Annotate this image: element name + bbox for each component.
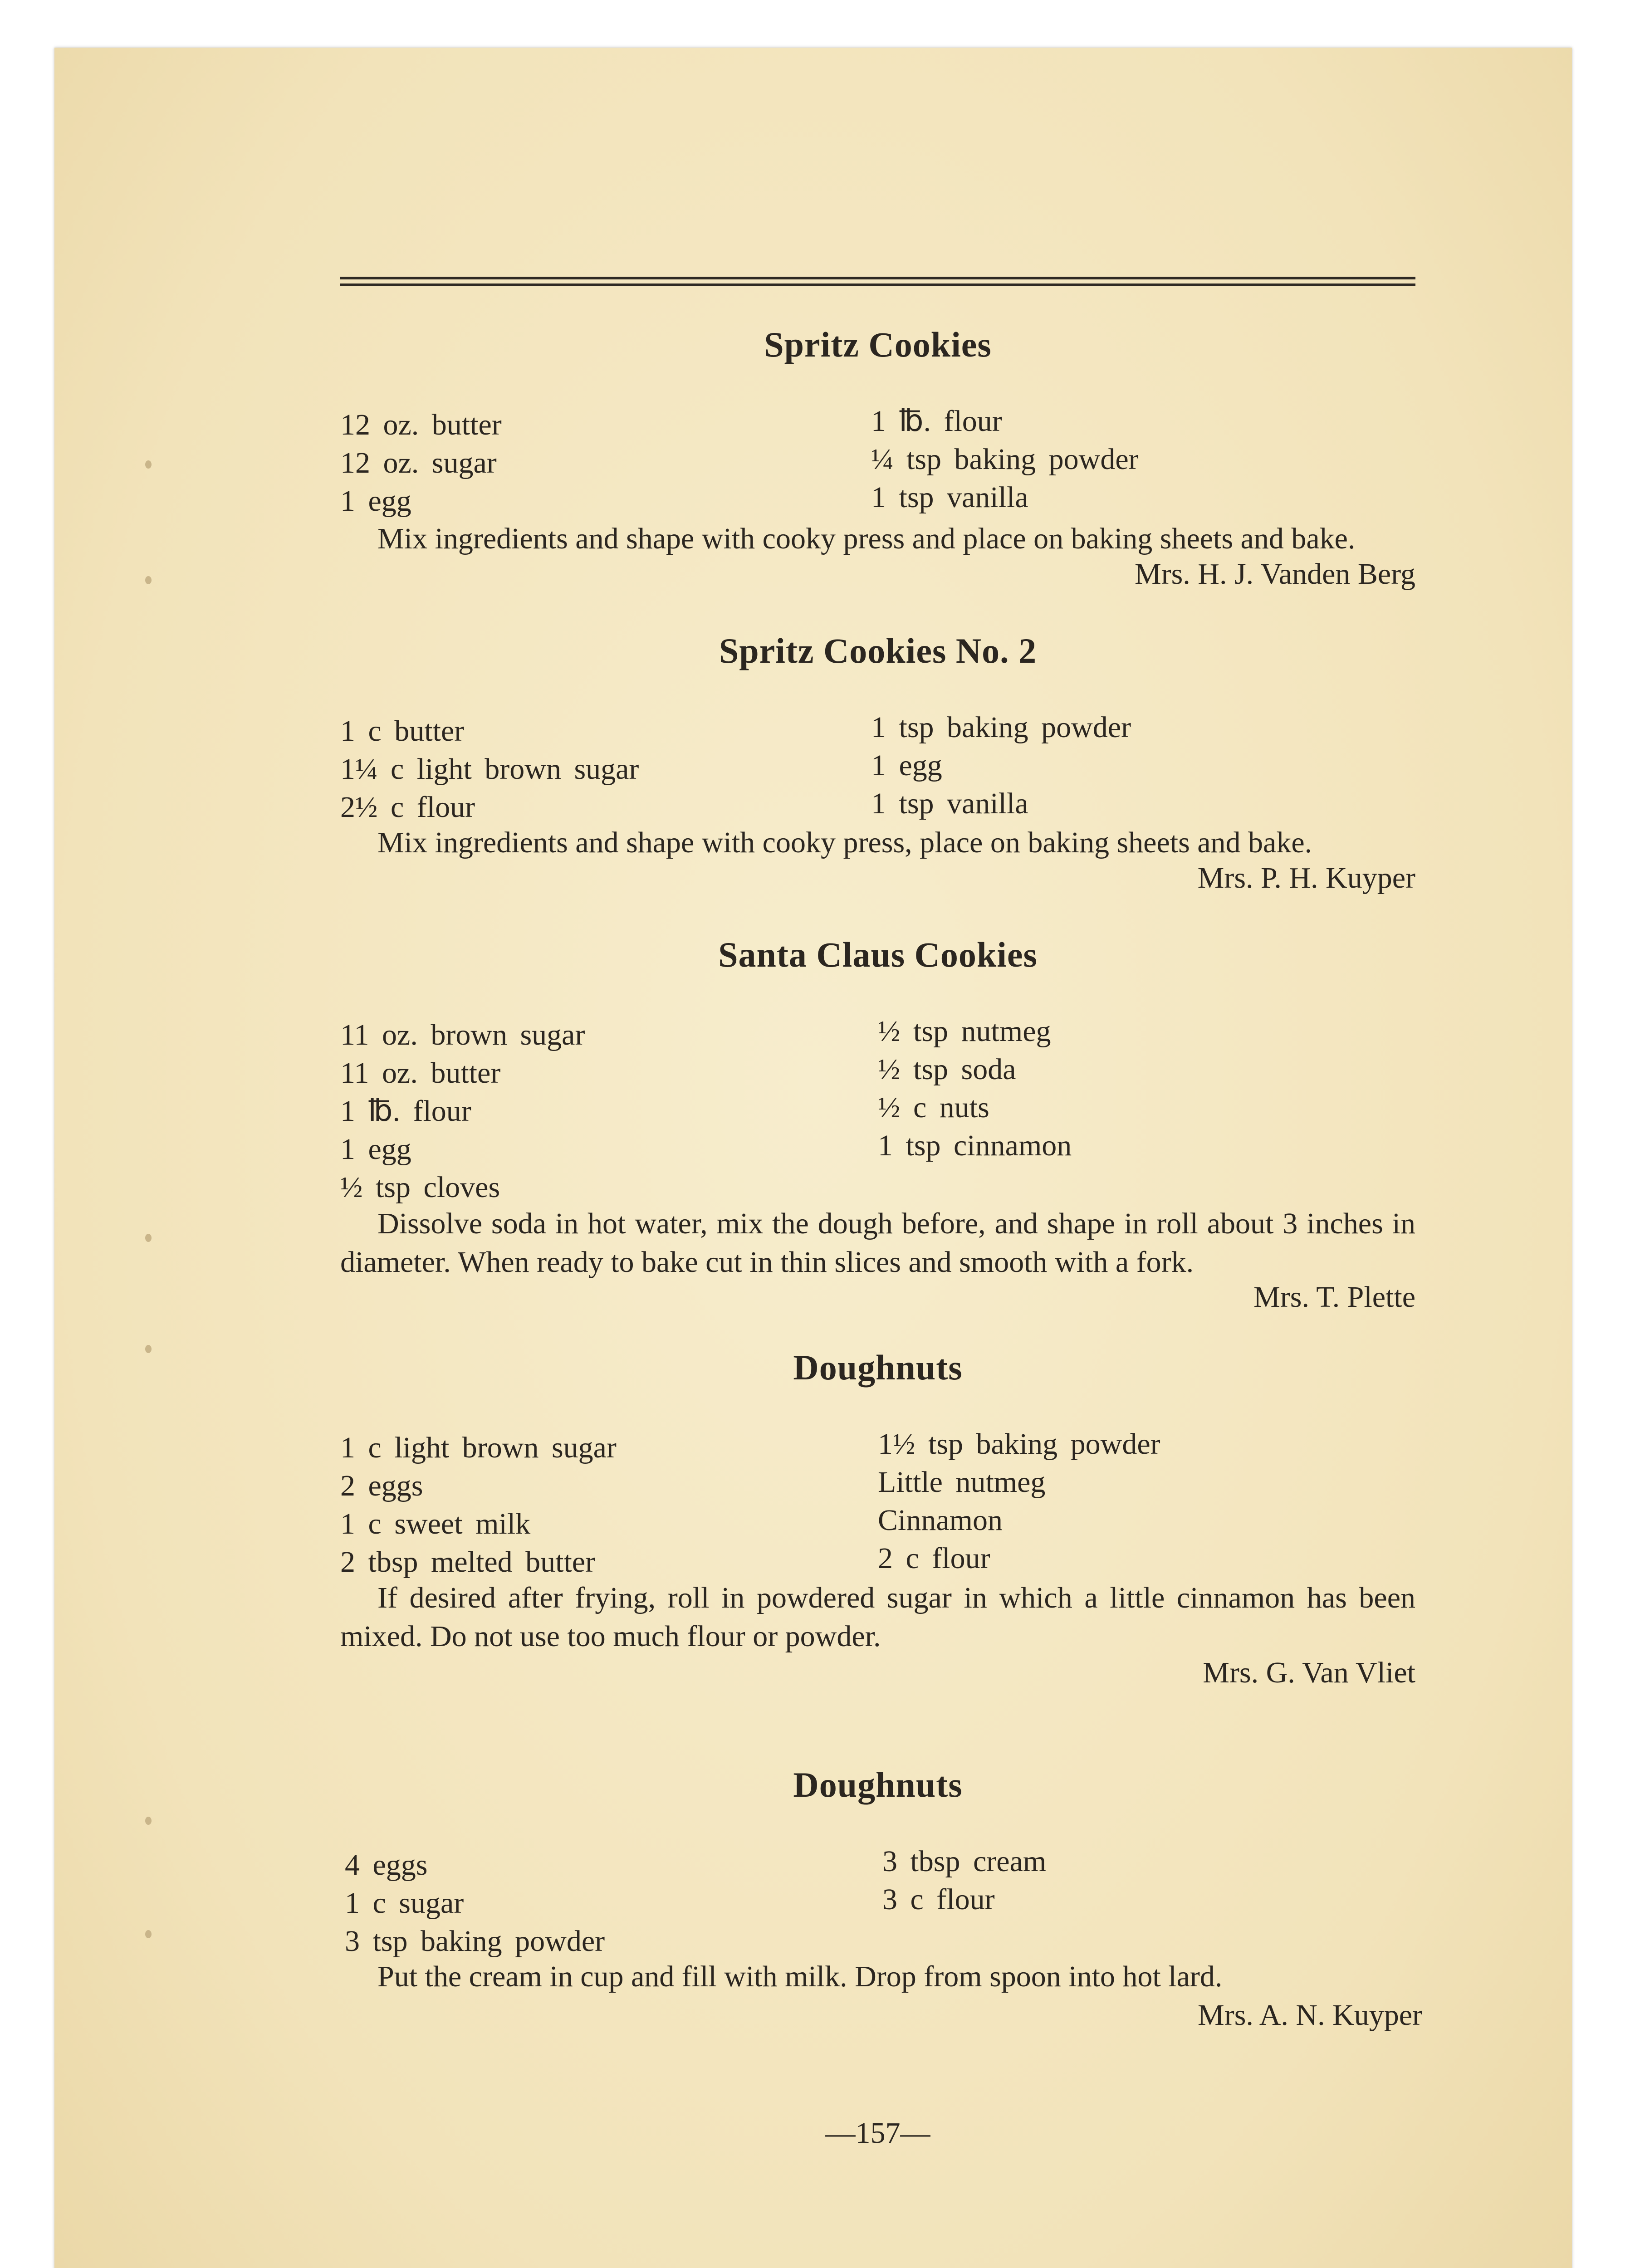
ingredient: ½ tsp soda [878, 1053, 1016, 1086]
ingredient: Cinnamon [878, 1504, 1003, 1537]
ingredient: 1 egg [340, 484, 411, 518]
cookbook-page [54, 48, 1572, 2268]
binder-hole-mark [145, 1234, 152, 1242]
recipe-credit: Mrs. A. N. Kuyper [1198, 1999, 1422, 2032]
recipe-directions: Put the cream in cup and fill with milk. Drop from spoon into hot lard. [377, 1960, 1223, 1993]
ingredient: 1 tsp baking powder [871, 711, 1131, 744]
top-double-rule [340, 277, 1415, 279]
ingredient: 1 c butter [340, 714, 465, 748]
ingredient: 1 tsp vanilla [871, 787, 1028, 820]
ingredient: 1 egg [340, 1133, 411, 1166]
ingredient: ¼ tsp baking powder [871, 443, 1139, 476]
recipe-credit: Mrs. P. H. Kuyper [1197, 861, 1415, 894]
recipe-title: Doughnuts [793, 1348, 963, 1387]
ingredient: 11 oz. brown sugar [340, 1018, 585, 1051]
recipe-credit: Mrs. T. Plette [1253, 1281, 1415, 1314]
ingredient: 1 ℔. flour [340, 1095, 471, 1128]
ingredient: 4 eggs [345, 1848, 428, 1882]
ingredient: 1 tsp vanilla [871, 481, 1028, 514]
ingredient: 3 tsp baking powder [345, 1925, 605, 1958]
ingredient: ½ c nuts [878, 1091, 989, 1124]
top-double-rule-lower [340, 284, 1415, 286]
recipe-credit: Mrs. H. J. Vanden Berg [1134, 557, 1415, 591]
recipe-title: Spritz Cookies [764, 325, 992, 364]
recipe-directions: If desired after frying, roll in powdered sugar in which a little cinnamon has been mixed. Do not use too much flour or powder. [340, 1581, 1415, 1653]
ingredient: 12 oz. butter [340, 408, 502, 441]
ingredient: 1½ tsp baking powder [878, 1427, 1160, 1461]
recipe-title: Spritz Cookies No. 2 [719, 631, 1037, 670]
ingredient: 1 egg [871, 749, 942, 782]
page-number: —157— [825, 2116, 930, 2150]
binder-hole-mark [145, 576, 152, 584]
ingredient: 2 tbsp melted butter [340, 1545, 596, 1579]
binder-hole-mark [145, 1345, 152, 1353]
ingredient: 2½ c flour [340, 791, 475, 824]
ingredient: 1 ℔. flour [871, 405, 1002, 438]
ingredient: 11 oz. butter [340, 1056, 501, 1090]
ingredient: Little nutmeg [878, 1466, 1046, 1499]
recipe-directions: Mix ingredients and shape with cooky press, place on baking sheets and bake. [377, 826, 1312, 859]
binder-hole-mark [145, 1817, 152, 1825]
ingredient: ½ tsp nutmeg [878, 1015, 1051, 1048]
ingredient: 1¼ c light brown sugar [340, 753, 639, 786]
recipe-credit: Mrs. G. Van Vliet [1203, 1656, 1415, 1689]
ingredient: 12 oz. sugar [340, 446, 497, 479]
ingredient: 1 c sweet milk [340, 1507, 531, 1540]
binder-hole-mark [145, 1930, 152, 1938]
ingredient: 3 tbsp cream [882, 1845, 1047, 1878]
ingredient: 1 tsp cinnamon [878, 1129, 1072, 1162]
recipe-directions: Dissolve soda in hot water, mix the dough before, and shape in roll about 3 inches in diameter. When ready to bake cut in thin slices and smooth with a fork. [340, 1207, 1415, 1279]
ingredient: 1 c sugar [345, 1887, 464, 1920]
recipe-title: Santa Claus Cookies [718, 935, 1038, 974]
ingredient: ½ tsp cloves [340, 1171, 500, 1204]
ingredient: 1 c light brown sugar [340, 1431, 617, 1464]
recipe-title: Doughnuts [793, 1765, 963, 1804]
ingredient: 3 c flour [882, 1883, 995, 1916]
ingredient: 2 eggs [340, 1469, 423, 1502]
recipe-directions: Mix ingredients and shape with cooky press and place on baking sheets and bake. [377, 522, 1356, 555]
binder-hole-mark [145, 460, 152, 469]
ingredient: 2 c flour [878, 1542, 990, 1575]
